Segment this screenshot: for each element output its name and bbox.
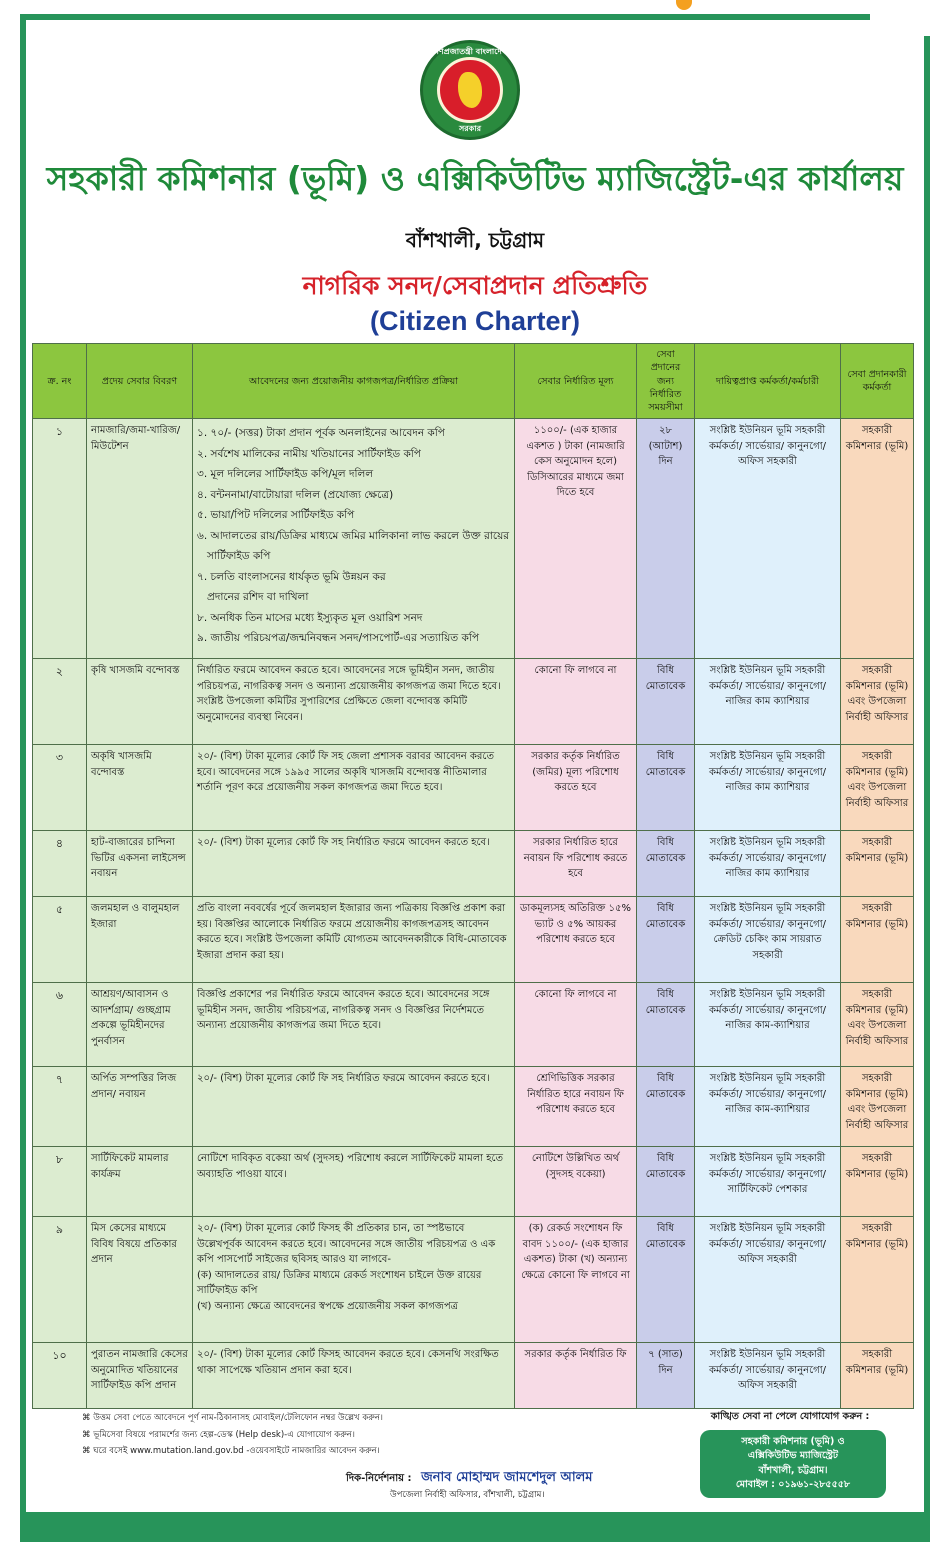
frame-border-bottom: [20, 1512, 930, 1542]
table-row: [33, 1067, 914, 1147]
table-row: [33, 897, 914, 983]
row-fee: নোটিশে উল্লিখিত অর্থ (সুদসহ বকেয়া): [515, 1147, 637, 1217]
doc-line: ৬. আদালতের রায়/ডিক্রির মাধ্যমে জমির মালিকানা লাভ করলে উক্ত রায়ের: [197, 529, 510, 542]
row-service: কৃষি খাসজমি বন্দোবস্ত: [87, 659, 193, 745]
office-title: সহকারী কমিশনার (ভূমি) ও এক্সিকিউটিভ ম্যাজিস্ট্রেট-এর কার্যালয়: [46, 159, 904, 198]
row-serial: ৭: [33, 1067, 87, 1147]
row-documents: ২০/- (বিশ) টাকা মূল্যের কোর্ট ফি সহ নির্ধারিত ফরমে আবেদন করতে হবে।: [193, 1067, 515, 1147]
row-staff: সংশ্লিষ্ট ইউনিয়ন ভূমি সহকারী কর্মকর্তা/ সার্ভেয়ার/ কানুনগো/ অফিস সহকারী: [695, 419, 841, 659]
doc-line: ১. ৭০/- (সত্তর) টাকা প্রদান পূর্বক অনলাইনের আবেদন কপি: [197, 427, 445, 440]
seal-top-text: গণপ্রজাতন্ত্রী বাংলাদেশ: [433, 47, 507, 56]
charter-subtitle: নাগরিক সনদ/সেবাপ্রদান প্রতিশ্রুতি: [302, 271, 648, 300]
table-header-row: [33, 344, 914, 419]
doc-line: ২০/- (বিশ) টাকা মূল্যের কোর্ট ফিসহ কী প্রতিকার চান, তা স্পষ্টভাবে উল্লেখপূর্বক আবেদন করতে হবে। আবেদনের সঙ্গে জাতীয় পরিচয়পত্র ও এক কপি পাসপোর্ট সাইজের ছবিসহ আরও যা লাগবে-: [197, 1223, 496, 1266]
row-service: সার্টিফিকেট মামলার কার্যক্রম: [87, 1147, 193, 1217]
contact-line: বাঁশখালী, চট্টগ্রাম।: [758, 1464, 828, 1476]
row-fee: শ্রেণিভিত্তিক সরকার নির্ধারিত হারে নবায়ন ফি পরিশোধ করতে হবে: [515, 1067, 637, 1147]
row-fee: সরকার নির্ধারিত হারে নবায়ন ফি পরিশোধ করতে হবে: [515, 831, 637, 897]
row-time: বিধি মোতাবেক: [637, 1147, 695, 1217]
doc-line: ৯. জাতীয় পরিচয়পত্র/জন্মনিবন্ধন সনদ/পাসপোর্ট-এর সত্যায়িত কপি: [197, 632, 480, 645]
col-staff: দায়িত্বপ্রাপ্ত কর্মকর্তা/কর্মচারী: [695, 344, 841, 419]
row-staff: সংশ্লিষ্ট ইউনিয়ন ভূমি সহকারী কর্মকর্তা/ সার্ভেয়ার/ কানুনগো/সার্টিফিকেট পেশকার: [695, 1147, 841, 1217]
row-staff: সংশ্লিষ্ট ইউনিয়ন ভূমি সহকারী কর্মকর্তা/ সার্ভেয়ার/ কানুনগো/ নাজির কাম-ক্যাশিয়ার: [695, 983, 841, 1067]
row-documents: [193, 419, 515, 659]
row-documents: নির্ধারিত ফরমে আবেদন করতে হবে। আবেদনের সঙ্গে ভূমিহীন সনদ, জাতীয় পরিচয়পত্র, নাগরিকত্ব সনদ ও অন্যান্য প্রয়োজনীয় কাগজপত্র জমা দিতে হবে। সংশ্লিষ্ট উপজেলা কমিটির সুপারিশের প্রেক্ষিতে জেলা বন্দোবস্ত কমিটি অনুমোদনের ব্যবস্থা নিবেন।: [193, 659, 515, 745]
row-documents: প্রতি বাংলা নববর্ষের পূর্বে জলমহাল ইজারার জন্য পত্রিকায় বিজ্ঞপ্তি প্রকাশ করা হয়। বিজ্ঞপ্তির আলোকে নির্ধারিত ফরমে প্রয়োজনীয় কাগজপত্রসহ আবেদন করতে হবে। সংশ্লিষ্ট উপজেলা কমিটি যোগ্যতম আবেদনকারীকে বিধি-মোতাবেক ইজারা প্রদান করা হয়।: [193, 897, 515, 983]
row-staff: সংশ্লিষ্ট ইউনিয়ন ভূমি সহকারী কর্মকর্তা/ সার্ভেয়ার/ কানুনগো/ ক্রেডিট চেকিং কাম সায়রাত সহকারী: [695, 897, 841, 983]
row-fee: সরকার কর্তৃক নির্ধারিত (জমির) মূল্য পরিশোধ করতে হবে: [515, 745, 637, 831]
row-fee: ডাকমূল্যসহ অতিরিক্ত ১৫% ভ্যাট ও ৫% আয়কর পরিশোধ করতে হবে: [515, 897, 637, 983]
row-time: ৭ (সাত) দিন: [637, 1343, 695, 1409]
table-row: [33, 659, 914, 745]
row-staff: সংশ্লিষ্ট ইউনিয়ন ভূমি সহকারী কর্মকর্তা/ সার্ভেয়ার/ কানুনগো/ নাজির কাম ক্যাশিয়ার: [695, 745, 841, 831]
corner-accent: [676, 0, 692, 10]
frame-border-right: [924, 36, 930, 1526]
row-staff: সংশ্লিষ্ট ইউনিয়ন ভূমি সহকারী কর্মকর্তা/ সার্ভেয়ার/ কানুনগো/ নাজির কাম-ক্যাশিয়ার: [695, 1067, 841, 1147]
doc-line: ৭. চলতি বাংলাসনের ধার্যকৃত ভূমি উন্নয়ন কর: [197, 570, 386, 583]
row-officer: সহকারী কমিশনার (ভূমি) এবং উপজেলা নির্বাহী অফিসার: [841, 983, 914, 1067]
doc-line: ৩. মূল দলিলের সার্টিফাইড কপি/মূল দলিল: [197, 468, 374, 481]
row-serial: ২: [33, 659, 87, 745]
doc-line: সার্টিফাইড কপি: [207, 550, 271, 563]
row-documents: [193, 1217, 515, 1343]
row-documents: নোটিশে দাবিকৃত বকেয়া অর্থ (সুদসহ) পরিশোধ করলে সার্টিফিকেট মামলা হতে অব্যাহতি পাওয়া যাবে।: [193, 1147, 515, 1217]
row-time: বিধি মোতাবেক: [637, 659, 695, 745]
col-serial: ক্র. নং: [33, 344, 87, 419]
row-fee: সরকার কর্তৃক নির্ধারিত ফি: [515, 1343, 637, 1409]
guidance-label: দিক-নির্দেশনায় :: [346, 1473, 412, 1484]
guidance-name: জনাব মোহাম্মদ জামশেদুল আলম: [421, 1470, 593, 1485]
table-row: [33, 1147, 914, 1217]
table-row: [33, 1343, 914, 1409]
contact-line: সহকারী কমিশনার (ভূমি) ও: [741, 1436, 845, 1447]
row-officer: সহকারী কমিশনার (ভূমি): [841, 1147, 914, 1217]
row-officer: সহকারী কমিশনার (ভূমি): [841, 419, 914, 659]
row-serial: ৯: [33, 1217, 87, 1343]
row-officer: সহকারী কমিশনার (ভূমি) এবং উপজেলা নির্বাহী অফিসার: [841, 659, 914, 745]
row-serial: ৮: [33, 1147, 87, 1217]
table-row: [33, 983, 914, 1067]
row-serial: ৩: [33, 745, 87, 831]
row-officer: সহকারী কমিশনার (ভূমি): [841, 897, 914, 983]
row-serial: ১০: [33, 1343, 87, 1409]
row-officer: সহকারী কমিশনার (ভূমি): [841, 1217, 914, 1343]
col-service: প্রদেয় সেবার বিবরণ: [87, 344, 193, 419]
row-time: বিধি মোতাবেক: [637, 897, 695, 983]
frame-border-top: [20, 14, 870, 20]
col-fee: সেবার নির্ধারিত মূল্য: [515, 344, 637, 419]
note-item: ⌘ ঘরে বসেই www.mutation.land.gov.bd -ওয়েবসাইটে নামজারির আবেদন করুন।: [82, 1446, 380, 1457]
note-item: ⌘ ভূমিসেবা বিষয়ে পরামর্শের জন্য হেল্প-ডেস্ক (Help desk)-এ যোগাযোগ করুন।: [82, 1429, 355, 1440]
row-fee: কোনো ফি লাগবে না: [515, 983, 637, 1067]
row-service: আশ্রয়ণ/আবাসন ও আদর্শগ্রাম/ গুচ্ছগ্রাম প্রকল্পে ভূমিহীনদের পুনর্বাসন: [87, 983, 193, 1067]
row-staff: সংশ্লিষ্ট ইউনিয়ন ভূমি সহকারী কর্মকর্তা/ সার্ভেয়ার/ কানুনগো/ অফিস সহকারী: [695, 1217, 841, 1343]
doc-line: (ক) আদালতের রায়/ ডিক্রির মাধ্যমে রেকর্ড সংশোধন চাইলে উক্ত রায়ের সার্টিফাইড কপি: [197, 1269, 482, 1297]
row-officer: সহকারী কমিশনার (ভূমি) এবং উপজেলা নির্বাহী অফিসার: [841, 745, 914, 831]
row-service: মিস কেসের মাধ্যমে বিবিধ বিষয়ে প্রতিকার প্রদান: [87, 1217, 193, 1343]
row-documents: ২০/- (বিশ) টাকা মূল্যের কোর্ট ফিসহ আবেদন করতে হবে। কেসনথি সংরক্ষিত থাকা সাপেক্ষে খতিয়ান প্রদান করা হবে।: [193, 1343, 515, 1409]
row-service: অর্পিত সম্পত্তির লিজ প্রদান/ নবায়ন: [87, 1067, 193, 1147]
row-serial: ৪: [33, 831, 87, 897]
table-row: [33, 745, 914, 831]
row-serial: ৬: [33, 983, 87, 1067]
table-row: [33, 419, 914, 659]
doc-line: ৫. ভায়া/পিট দলিলের সার্টিফাইড কপি: [197, 509, 355, 522]
row-serial: ১: [33, 419, 87, 659]
guidance-line: [346, 1468, 746, 1489]
row-staff: সংশ্লিষ্ট ইউনিয়ন ভূমি সহকারী কর্মকর্তা/ সার্ভেয়ার/ কানুনগো/ নাজির কাম ক্যাশিয়ার: [695, 659, 841, 745]
guidance-designation: উপজেলা নির্বাহী অফিসার, বাঁশখালী, চট্টগ্রাম।: [390, 1490, 545, 1500]
row-service: নামজারি/জমা-খারিজ/ মিউটেশন: [87, 419, 193, 659]
row-time: বিধি মোতাবেক: [637, 983, 695, 1067]
row-fee: (ক) রেকর্ড সংশোধন ফি বাবদ ১১০০/- (এক হাজার একশত) টাকা (খ) অন্যান্য ক্ষেত্রে কোনো ফি লাগবে না: [515, 1217, 637, 1343]
doc-line: ৮. অনধিক তিন মাসের মধ্যে ইস্যুকৃত মূল ওয়ারিশ সনদ: [197, 611, 423, 624]
row-time: বিধি মোতাবেক: [637, 745, 695, 831]
row-officer: সহকারী কমিশনার (ভূমি) এবং উপজেলা নির্বাহী অফিসার: [841, 1067, 914, 1147]
contact-heading: কাঙ্খিত সেবা না পেলে যোগাযোগ করুন :: [710, 1411, 870, 1422]
note-item: ⌘ উত্তম সেবা পেতে আবেদনে পূর্ণ নাম-ঠিকানাসহ মোবাইল/টেলিফোন নম্বর উল্লেখ করুন।: [82, 1413, 383, 1423]
doc-line: (খ) অন্যান্য ক্ষেত্রে আবেদনের স্বপক্ষে প্রয়োজনীয় সকল কাগজপত্র: [197, 1300, 458, 1312]
seal-red-disc: [437, 57, 503, 123]
row-fee: ১১০০/- (এক হাজার একশত ) টাকা (নামজারি কেস অনুমোদন হলে) ডিসিআরের মাধ্যমে জমা দিতে হবে: [515, 419, 637, 659]
row-documents: ২০/- (বিশ) টাকা মূল্যের কোর্ট ফি সহ জেলা প্রশাসক বরাবর আবেদন করতে হবে। আবেদনের সঙ্গে ১৯৯৫ সালের অকৃষি খাসজমি বন্দোবস্ত নীতিমালার শর্তানি পূরণ করে প্রয়োজনীয় সকল কাগজপত্র জমা দিতে হবে।: [193, 745, 515, 831]
row-serial: ৫: [33, 897, 87, 983]
row-time: বিধি মোতাবেক: [637, 831, 695, 897]
contact-line: এক্সিকিউটিভ ম্যাজিস্ট্রেট: [747, 1450, 839, 1462]
row-time: বিধি মোতাবেক: [637, 1217, 695, 1343]
row-staff: সংশ্লিষ্ট ইউনিয়ন ভূমি সহকারী কর্মকর্তা/ সার্ভেয়ার/ কানুনগো/ নাজির কাম ক্যাশিয়ার: [695, 831, 841, 897]
col-documents: আবেদনের জন্য প্রয়োজনীয় কাগজপত্র/নির্ধারিত প্রক্রিয়া: [193, 344, 515, 419]
row-officer: সহকারী কমিশনার (ভূমি): [841, 1343, 914, 1409]
doc-line: ৪. বন্টননামা/বাটোয়ারা দলিল (প্রযোজ্য ক্ষেত্রে): [197, 488, 394, 501]
row-officer: সহকারী কমিশনার (ভূমি): [841, 831, 914, 897]
row-service: অকৃষি খাসজমি বন্দোবস্ত: [87, 745, 193, 831]
row-documents: ২০/- (বিশ) টাকা মূল্যের কোর্ট ফি সহ নির্ধারিত ফরমে আবেদন করতে হবে।: [193, 831, 515, 897]
citizen-charter-heading: (Citizen Charter): [369, 306, 580, 336]
contact-phone: মোবাইল : ০১৯৬১-২৮৫৫৫৮: [735, 1478, 851, 1490]
footer-notes: [82, 1410, 502, 1460]
service-table: [32, 343, 914, 1409]
office-location: বাঁশখালী, চট্টগ্রাম: [405, 228, 545, 252]
table-row: [33, 831, 914, 897]
col-officer: সেবা প্রদানকারী কর্মকর্তা: [841, 344, 914, 419]
row-service: জলমহাল ও বালুমহাল ইজারা: [87, 897, 193, 983]
row-staff: সংশ্লিষ্ট ইউনিয়ন ভূমি সহকারী কর্মকর্তা/ সার্ভেয়ার/ কানুনগো/ অফিস সহকারী: [695, 1343, 841, 1409]
seal-bottom-text: সরকার: [458, 124, 481, 133]
row-time: বিধি মোতাবেক: [637, 1067, 695, 1147]
doc-line: প্রদানের রশিদ বা দাখিলা: [207, 591, 309, 604]
col-time: সেবা প্রদানের জন্য নির্ধারিত সময়সীমা: [637, 344, 695, 419]
row-documents: বিজ্ঞপ্তি প্রকাশের পর নির্ধারিত ফরমে আবেদন করতে হবে। আবেদনের সঙ্গে ভূমিহীন সনদ, জাতীয় পরিচয়পত্র, নাগরিকত্ব সনদ ও বিজ্ঞপ্তির নির্দেশমতে অন্যান্য প্রয়োজনীয় কাগজপত্র জমা দিতে হবে।: [193, 983, 515, 1067]
row-time: ২৮ (আটাশ) দিন: [637, 419, 695, 659]
row-fee: কোনো ফি লাগবে না: [515, 659, 637, 745]
government-seal-logo: [420, 40, 520, 140]
row-service: পুরাতন নামজারি কেসের অনুমোদিত খতিয়ানের সার্টিফাইড কপি প্রদান: [87, 1343, 193, 1409]
bangladesh-map-icon: [458, 72, 482, 108]
row-service: হাট-বাজারের চান্দিনা ভিটির একসনা লাইসেন্স নবায়ন: [87, 831, 193, 897]
table-row: [33, 1217, 914, 1343]
doc-line: ২. সর্বশেষ মালিকের নামীয় খতিয়ানের সার্টিফাইড কপি: [197, 447, 421, 460]
